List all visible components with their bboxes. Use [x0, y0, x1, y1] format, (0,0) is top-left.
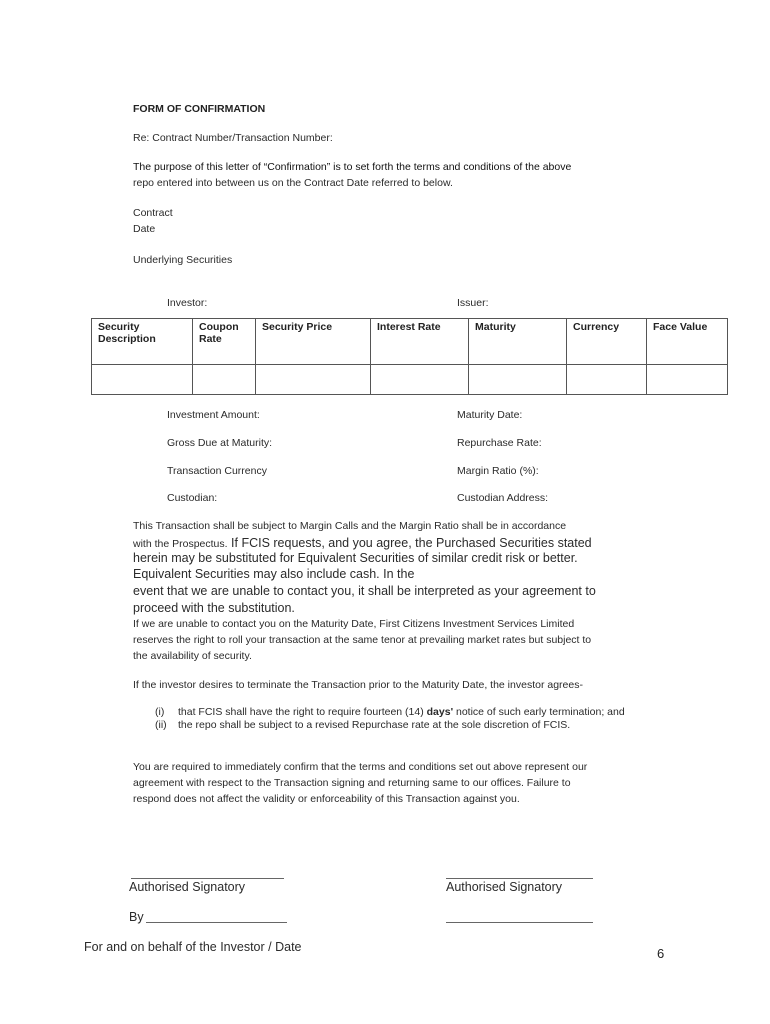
custodian-label: Custodian: — [167, 492, 218, 504]
contract-label: Contract — [133, 207, 173, 219]
margin-para-fragment: If FCIS requests, and you agree, the Purchased Securities stated — [227, 536, 592, 550]
terminate-item-number: (ii) — [155, 719, 167, 731]
margin-para-line: If we are unable to contact you on the Maturity Date, First Citizens Investment Services Limited — [133, 618, 575, 630]
by-signature-line[interactable] — [146, 922, 287, 923]
header-text: Coupon — [199, 321, 239, 333]
header-text: Currency — [573, 321, 620, 333]
margin-para-line: reserves the right to roll your transaction at the same tenor at prevailing market rates but subject to — [133, 634, 592, 646]
underlying-securities-label: Underlying Securities — [133, 254, 233, 266]
table-cell[interactable] — [92, 365, 193, 395]
col-maturity — [469, 319, 567, 365]
confirm-para-line: You are required to immediately confirm that the terms and conditions set out above represent our — [133, 761, 588, 773]
confirm-para-line: respond does not affect the validity or enforceability of this Transaction against you. — [133, 793, 520, 805]
terminate-item-bold: days' — [426, 706, 454, 718]
investment-amount-label: Investment Amount: — [167, 409, 260, 421]
terminate-intro: If the investor desires to terminate the Transaction prior to the Maturity Date, the investor agrees- — [133, 679, 583, 691]
table-cell[interactable] — [647, 365, 728, 395]
col-security-price — [256, 319, 371, 365]
header-text: Rate — [199, 333, 222, 345]
purpose-line-2: repo entered into between us on the Contract Date referred to below. — [133, 177, 453, 189]
issuer-label: Issuer: — [457, 297, 489, 309]
header-text: Interest Rate — [377, 321, 441, 333]
margin-para-line: proceed with the substitution. — [133, 601, 295, 615]
table-cell[interactable] — [469, 365, 567, 395]
terminate-item-1 — [178, 706, 625, 718]
header-text: Security — [98, 321, 140, 333]
gross-due-label: Gross Due at Maturity: — [167, 437, 273, 449]
authorised-signatory-right: Authorised Signatory — [446, 880, 563, 894]
by-label: By — [129, 910, 144, 924]
margin-para-line: event that we are unable to contact you, it shall be interpreted as your agreement to — [133, 584, 596, 598]
margin-ratio-label: Margin Ratio (%): — [457, 465, 539, 477]
securities-table — [91, 318, 728, 395]
col-face-value — [647, 319, 728, 365]
header-text: Face Value — [653, 321, 708, 333]
table-cell[interactable] — [371, 365, 469, 395]
terminate-item-text: notice of such early termination; and — [453, 706, 625, 718]
custodian-address-label: Custodian Address: — [457, 492, 549, 504]
page-number: 6 — [657, 946, 665, 961]
margin-para-line — [133, 534, 592, 552]
margin-para-fragment: with the Prospectus. — [133, 538, 228, 550]
header-text: Maturity — [475, 321, 516, 333]
table-cell[interactable] — [567, 365, 647, 395]
margin-para-line: Equivalent Securities may also include cash. In the — [133, 567, 415, 581]
col-coupon-rate — [193, 319, 256, 365]
terminate-item-number: (i) — [155, 706, 165, 718]
table-cell[interactable] — [256, 365, 371, 395]
date-label: Date — [133, 223, 156, 235]
margin-para-line: herein may be substituted for Equivalent Securities of similar credit risk or better. — [133, 551, 578, 565]
page-title: FORM OF CONFIRMATION — [133, 103, 266, 115]
col-security-description — [92, 319, 193, 365]
transaction-currency-label: Transaction Currency — [167, 465, 267, 477]
confirm-para-line: agreement with respect to the Transaction signing and returning same to our offices. Failure to — [133, 777, 571, 789]
terminate-item-2: the repo shall be subject to a revised Repurchase rate at the sole discretion of FCIS. — [178, 719, 571, 731]
header-text: Description — [98, 333, 156, 345]
table-cell[interactable] — [193, 365, 256, 395]
header-text: Security Price — [262, 321, 333, 333]
date-signature-line[interactable] — [446, 922, 593, 923]
signature-line-right[interactable] — [446, 878, 593, 879]
table-header-row — [92, 319, 728, 365]
repurchase-rate-label: Repurchase Rate: — [457, 437, 542, 449]
table-row — [92, 365, 728, 395]
investor-label: Investor: — [167, 297, 208, 309]
col-currency — [567, 319, 647, 365]
signature-line-left[interactable] — [131, 878, 284, 879]
maturity-date-label: Maturity Date: — [457, 409, 523, 421]
re-line: Re: Contract Number/Transaction Number: — [133, 132, 333, 144]
authorised-signatory-left: Authorised Signatory — [129, 880, 246, 894]
col-interest-rate — [371, 319, 469, 365]
footer-investor-date: For and on behalf of the Investor / Date — [84, 940, 302, 954]
terminate-item-text: that FCIS shall have the right to require fourteen (14) — [178, 706, 427, 718]
margin-para-line: This Transaction shall be subject to Margin Calls and the Margin Ratio shall be in accordance — [133, 520, 567, 532]
margin-para-line: the availability of security. — [133, 650, 252, 662]
purpose-line-1: The purpose of this letter of “Confirmation” is to set forth the terms and conditions of the above — [133, 161, 572, 173]
